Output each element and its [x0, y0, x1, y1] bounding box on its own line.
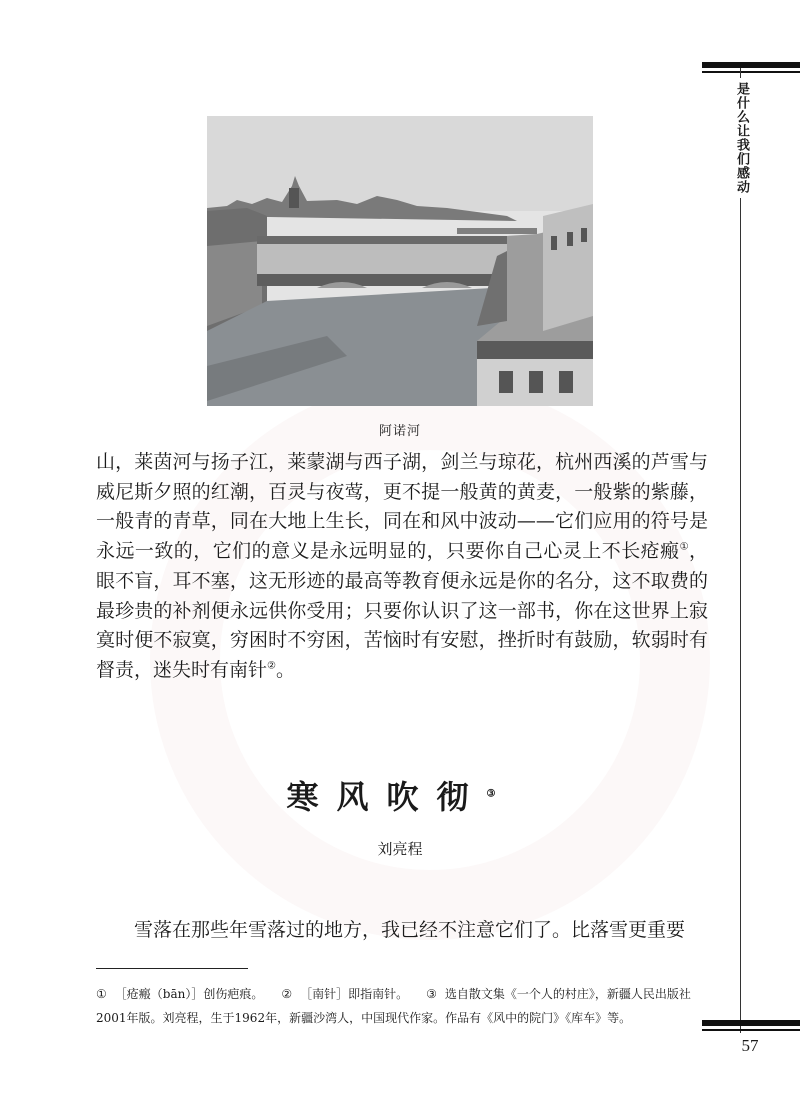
footnote-3-number: ③	[426, 987, 437, 1001]
footnotes	[96, 982, 708, 1030]
page-rule-bottom	[702, 1020, 800, 1026]
footnote-2-number: ②	[281, 987, 293, 1001]
chapter-rule-top	[702, 62, 800, 68]
footnote-2	[281, 982, 408, 1006]
essay-title	[200, 772, 600, 818]
essay-title-text: 寒风吹彻	[286, 778, 487, 816]
footnote-1-number: ①	[96, 987, 107, 1001]
chapter-side-line	[740, 68, 741, 1033]
footnote-divider	[96, 968, 248, 969]
footnote-ref-3: ③	[486, 788, 514, 800]
footnote-1-text: ［疮瘢（bān）］创伤疤痕。	[114, 987, 264, 1001]
footnote-3-text: 选自散文集《一个人的村庄》，新疆人民出版社2001年版。刘亮程，生于1962年，新疆沙湾人，中国现代作家。作品有《风中的院门》《库车》等。	[96, 987, 691, 1025]
footnote-1	[96, 982, 263, 1006]
body-text-continued: ，眼不盲，耳不塞，这无形迹的最高等教育便永远是你的名分，这不取费的最珍贵的补剂便永远供你受用；只要你认识了这一部书，你在这世界上寂寞时便不寂寞，穷困时不穷困，苦恼时有安慰，挫折时有鼓励，软弱时有督责，迷失时有南针	[96, 540, 708, 681]
chapter-rule-top-thin	[702, 71, 800, 73]
body-text-end: 。	[275, 658, 295, 681]
river-bridge-photo	[207, 116, 593, 406]
footnote-2-text: ［南针］即指南针。	[300, 987, 409, 1001]
essay-first-line: 雪落在那些年雪落过的地方，我已经不注意它们了。比落雪更重要	[134, 919, 686, 941]
photo-caption: 阿诺河	[378, 424, 421, 439]
chapter-title-vertical: 是什么让我们感动	[731, 78, 751, 198]
body-paragraph	[96, 448, 708, 686]
footnote-ref-1: ①	[679, 541, 689, 553]
footnote-ref-2: ②	[267, 660, 276, 672]
body-text-main: 山，莱茵河与扬子江，莱蒙湖与西子湖，剑兰与琼花，杭州西溪的芦雪与威尼斯夕照的红潮，百灵与夜莺，更不提一般黄的黄麦，一般紫的紫藤，一般青的青草，同在大地上生长，同在和风中波动——它们应用的符号是永远一致的，它们的意义是永远明显的，只要你自己心灵上不长疮瘢	[96, 451, 708, 563]
page-number: 57	[741, 1036, 759, 1055]
page-rule-bottom-thin	[702, 1029, 800, 1031]
essay-author: 刘亮程	[377, 840, 423, 858]
